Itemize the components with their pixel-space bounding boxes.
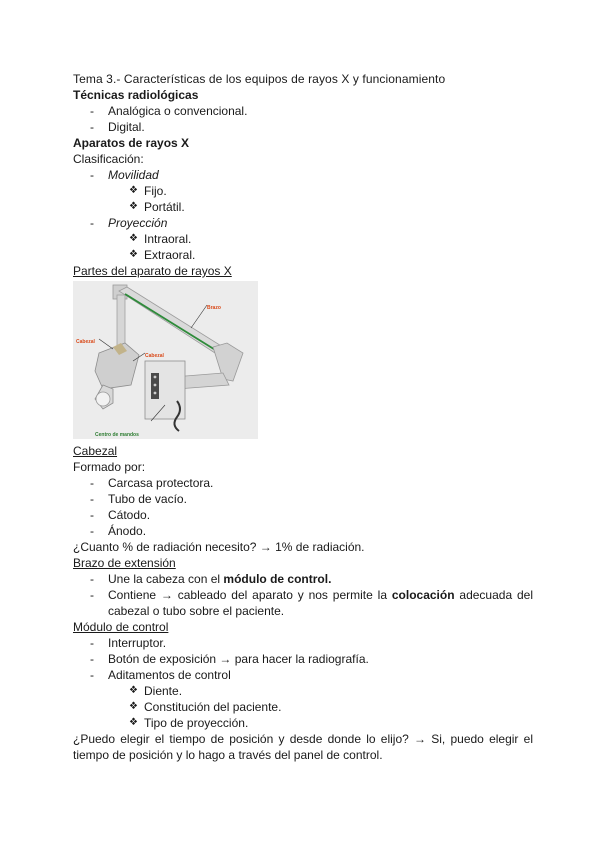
item-text: Cátodo. <box>108 508 151 522</box>
item-text-bold: módulo de control. <box>223 572 332 586</box>
list-item <box>73 587 533 619</box>
item-text: Analógica o convencional. <box>108 104 248 118</box>
item-text: Diente. <box>144 684 183 698</box>
radiation-question: ¿Cuanto % de radiación necesito? → 1% de radiación. <box>73 540 365 554</box>
dash-bullet: - <box>90 216 94 230</box>
heading-partes: Partes del aparato de rayos X <box>73 264 232 278</box>
clasificacion-label: Clasificación: <box>73 152 144 166</box>
item-text: Portátil. <box>144 200 185 214</box>
list-item <box>73 475 533 491</box>
sub-list-item <box>73 715 533 731</box>
item-text: Aditamentos de control <box>108 668 231 682</box>
dash-bullet: - <box>90 636 94 650</box>
label-centro-mandos: Centro de mandos <box>95 432 139 438</box>
item-text: Constitución del paciente. <box>144 700 282 714</box>
heading-modulo: Módulo de control <box>73 620 169 634</box>
sub-list-item <box>73 699 533 715</box>
label-brazo: Brazo <box>207 305 221 311</box>
item-text: Ánodo. <box>108 524 147 538</box>
item-text: Tubo de vacío. <box>108 492 187 506</box>
dash-bullet: - <box>90 524 94 538</box>
list-item <box>73 167 533 183</box>
list-item <box>73 571 533 587</box>
item-text: Carcasa protectora. <box>108 476 214 490</box>
heading-tecnicas: Técnicas radiológicas <box>73 88 199 102</box>
dash-bullet: - <box>90 120 94 134</box>
list-item <box>73 667 533 683</box>
document-page <box>73 71 533 763</box>
label-cabezal: Cabezal <box>76 339 95 345</box>
dash-bullet: - <box>90 652 94 666</box>
diamond-bullet-icon: ❖ <box>129 201 138 212</box>
dash-bullet: - <box>90 476 94 490</box>
xray-unit-figure <box>73 281 258 439</box>
list-item <box>73 103 533 119</box>
diamond-bullet-icon: ❖ <box>129 701 138 712</box>
sub-list-item <box>73 247 533 263</box>
dash-bullet: - <box>90 588 94 602</box>
time-question: ¿Puedo elegir el tiempo de posición y desde donde lo elijo? → Si, puedo elegir el tiempo de posición y lo hago a través del panel de control. <box>73 732 533 762</box>
dash-bullet: - <box>90 492 94 506</box>
sub-list-item <box>73 683 533 699</box>
item-text: Une la cabeza con el <box>108 572 224 586</box>
sub-list-item <box>73 199 533 215</box>
item-text: Extraoral. <box>144 248 196 262</box>
diamond-bullet-icon: ❖ <box>129 249 138 260</box>
dash-bullet: - <box>90 104 94 118</box>
item-text: adecuada del cabezal o tubo sobre el paciente. <box>108 588 533 618</box>
item-text: Intraoral. <box>144 232 192 246</box>
diamond-bullet-icon: ❖ <box>129 233 138 244</box>
formado-label: Formado por: <box>73 460 146 474</box>
item-text: Digital. <box>108 120 145 134</box>
dash-bullet: - <box>90 168 94 182</box>
list-item <box>73 651 533 667</box>
list-item <box>73 215 533 231</box>
item-text: Tipo de proyección. <box>144 716 249 730</box>
heading-cabezal: Cabezal <box>73 444 118 458</box>
dash-bullet: - <box>90 572 94 586</box>
list-item <box>73 523 533 539</box>
diamond-bullet-icon: ❖ <box>129 185 138 196</box>
list-item <box>73 635 533 651</box>
item-text: Interruptor. <box>108 636 167 650</box>
heading-aparatos: Aparatos de rayos X <box>73 136 190 150</box>
document-title: Tema 3.- Características de los equipos de rayos X y funcionamiento <box>73 72 446 86</box>
label-cabezal-2: Cabezal <box>145 353 164 359</box>
xray-unit-illustration <box>73 281 258 439</box>
list-item <box>73 507 533 523</box>
dash-bullet: - <box>90 668 94 682</box>
item-text: Contiene → cableado del aparato y nos permite la <box>108 588 392 602</box>
sub-list-item <box>73 183 533 199</box>
list-item <box>73 491 533 507</box>
item-text: Proyección <box>108 216 168 230</box>
item-text-bold: colocación <box>391 588 455 602</box>
item-text: Botón de exposición → para hacer la radiografía. <box>108 652 369 666</box>
item-text: Movilidad <box>108 168 159 182</box>
diamond-bullet-icon: ❖ <box>129 717 138 728</box>
list-item <box>73 119 533 135</box>
diamond-bullet-icon: ❖ <box>129 685 138 696</box>
heading-brazo: Brazo de extensión <box>73 556 176 570</box>
sub-list-item <box>73 231 533 247</box>
dash-bullet: - <box>90 508 94 522</box>
item-text: Fijo. <box>144 184 167 198</box>
